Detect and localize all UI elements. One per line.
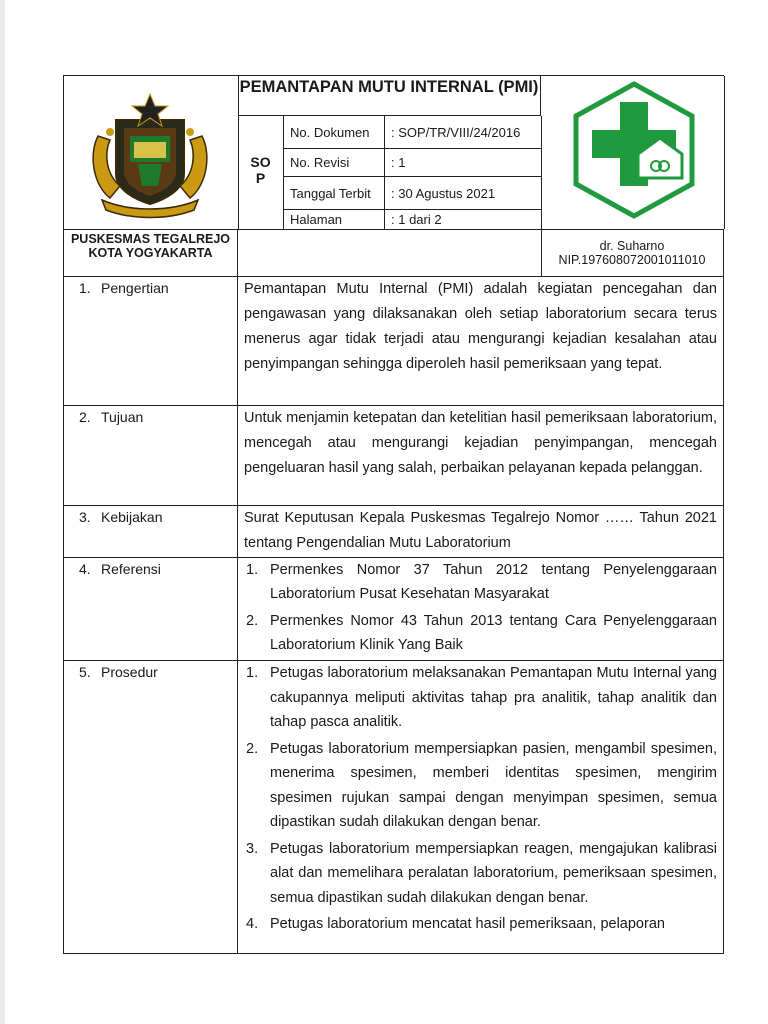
meta-value: : SOP/TR/VIII/24/2016 [391, 124, 521, 140]
section-text: Untuk menjamin ketepatan dan ketelitian hasil pemeriksaan laboratorium, mencegah atau mengurangi kejadian penyimpangan, mencegah pengeluaran hasil yang salah, perbaikan pelayanan kepada pelanggan. [244, 410, 717, 476]
page-left-edge [0, 0, 5, 1024]
list-item: 1. Permenkes Nomor 37 Tahun 2012 tentang Penyelenggaraan Laboratorium Pusat Kesehatan Masyarakat [246, 562, 717, 602]
meta-label: Tanggal Terbit [284, 177, 385, 209]
meta-label: No. Revisi [284, 149, 385, 176]
yogyakarta-crest-icon [64, 76, 238, 229]
section-referensi [64, 558, 724, 661]
section-kebijakan [64, 506, 724, 558]
sop-document [63, 75, 724, 954]
list-item: 4. Petugas laboratorium mencatat hasil pemeriksaan, pelaporan [246, 916, 665, 932]
city-crest-cell [64, 76, 239, 229]
list-item: 2. Petugas laboratorium mempersiapkan pasien, mengambil spesimen, menerima spesimen, memberi identitas spesimen, mengirim spesimen rujukan sampai dengan menyimpan spesimen, semua dipastikan sudah dilakukan dengan benar. [246, 740, 717, 830]
signer-name: dr. Suharno [599, 239, 665, 253]
section-tujuan [64, 406, 724, 506]
section-text: Surat Keputusan Kepala Puskesmas Tegalrejo Nomor …… Tahun 2021 tentang Pengendalian Mutu Laboratorium [244, 510, 717, 551]
document-header [64, 76, 724, 230]
list-item: 2. Permenkes Nomor 43 Tahun 2013 tentang Cara Penyelenggaraan Laboratorium Klinik Yang Baik [246, 613, 717, 653]
section-label: 5. Prosedur [64, 661, 238, 953]
section-label: 2. Tujuan [64, 406, 238, 505]
section-label: 4. Referensi [64, 558, 238, 660]
sop-label: SO P [238, 116, 284, 229]
meta-value: : 30 Agustus 2021 [391, 185, 496, 201]
meta-label: No. Dokumen [284, 116, 385, 148]
meta-row-revision [284, 149, 541, 177]
signer-nip: NIP.197608072001011010 [558, 253, 706, 267]
puskesmas-logo-cell [541, 76, 725, 229]
procedure-list [244, 661, 717, 937]
signer-block [541, 230, 724, 276]
section-label: 3. Kebijakan [64, 506, 238, 557]
puskesmas-cross-icon [541, 76, 724, 229]
meta-value: : 1 dari 2 [391, 212, 442, 227]
document-title: PEMANTAPAN MUTU INTERNAL (PMI) [238, 76, 541, 116]
document-meta-table [284, 116, 542, 229]
reference-list [244, 558, 717, 657]
section-prosedur [64, 661, 724, 954]
signature-row [64, 230, 724, 277]
blank-cell [238, 230, 542, 276]
meta-row-page [284, 210, 541, 229]
list-item: 1. Petugas laboratorium melaksanakan Pemantapan Mutu Internal yang cakupannya meliputi aktivitas tahap pra analitik, tahap analitik dan tahap pasca analitik. [246, 665, 717, 730]
meta-row-document-number [284, 116, 541, 149]
meta-row-issue-date [284, 177, 541, 210]
meta-value: : 1 [391, 155, 406, 170]
section-label: 1. Pengertian [64, 277, 238, 405]
organization-name: PUSKESMAS TEGALREJO KOTA YOGYAKARTA [64, 230, 238, 276]
section-pengertian [64, 277, 724, 406]
meta-label: Halaman [284, 210, 385, 229]
list-item: 3. Petugas laboratorium mempersiapkan reagen, mengajukan kalibrasi alat dan memelihara peralatan laboratorium, pemeriksaan spesimen, semua dipastikan sudah dilakukan dengan benar. [246, 840, 717, 906]
section-text: Pemantapan Mutu Internal (PMI) adalah kegiatan pencegahan dan pengawasan yang dilaksanakan oleh setiap laboratorium secara terus menerus agar tidak terjadi atau mengurangi kejadian kesalahan atau penyimpangan sehingga diperoleh hasil pemeriksaan yang tepat. [244, 281, 717, 372]
